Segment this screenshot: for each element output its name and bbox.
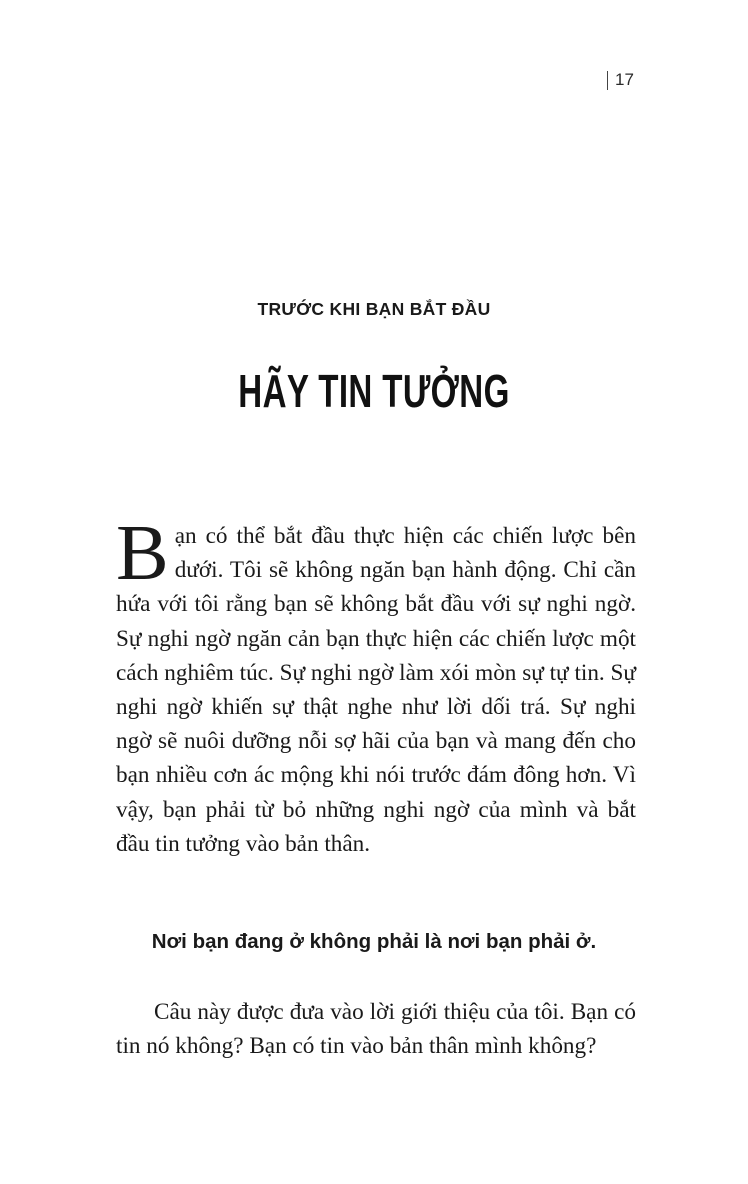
chapter-title: HÃY TIN TƯỞNG xyxy=(238,365,510,417)
body-paragraph-1-text: ạn có thể bắt đầu thực hiện các chiến lược bên dưới. Tôi sẽ không ngăn bạn hành động. Chỉ cần hứa với tôi rằng bạn sẽ không bắt đầu với sự nghi ngờ. Sự nghi ngờ ngăn cản bạn thực hiện các chiến lược một cách nghiêm túc. Sự nghi ngờ làm xói mòn sự tự tin. Sự nghi ngờ khiến sự thật nghe như lời dối trá. Sự nghi ngờ sẽ nuôi dưỡng nỗi sợ hãi của bạn và mang đến cho bạn nhiều cơn ác mộng khi nói trước đám đông hơn. Vì vậy, bạn phải từ bỏ những nghi ngờ của mình và bắt đầu tin tưởng vào bản thân. xyxy=(116,523,636,857)
pull-quote: Nơi bạn đang ở không phải là nơi bạn phải ở. xyxy=(151,930,597,953)
page-number-divider xyxy=(607,71,608,90)
page-number-text: 17 xyxy=(615,70,634,89)
section-label: TRƯỚC KHI BẠN BẮT ĐẦU xyxy=(257,299,491,319)
drop-cap: B xyxy=(116,510,169,597)
body-paragraph-1 xyxy=(116,510,636,861)
page-number xyxy=(607,70,634,90)
body-paragraph-2: Câu này được đưa vào lời giới thiệu của tôi. Bạn có tin nó không? Bạn có tin vào bản thân mình không? xyxy=(116,999,636,1060)
